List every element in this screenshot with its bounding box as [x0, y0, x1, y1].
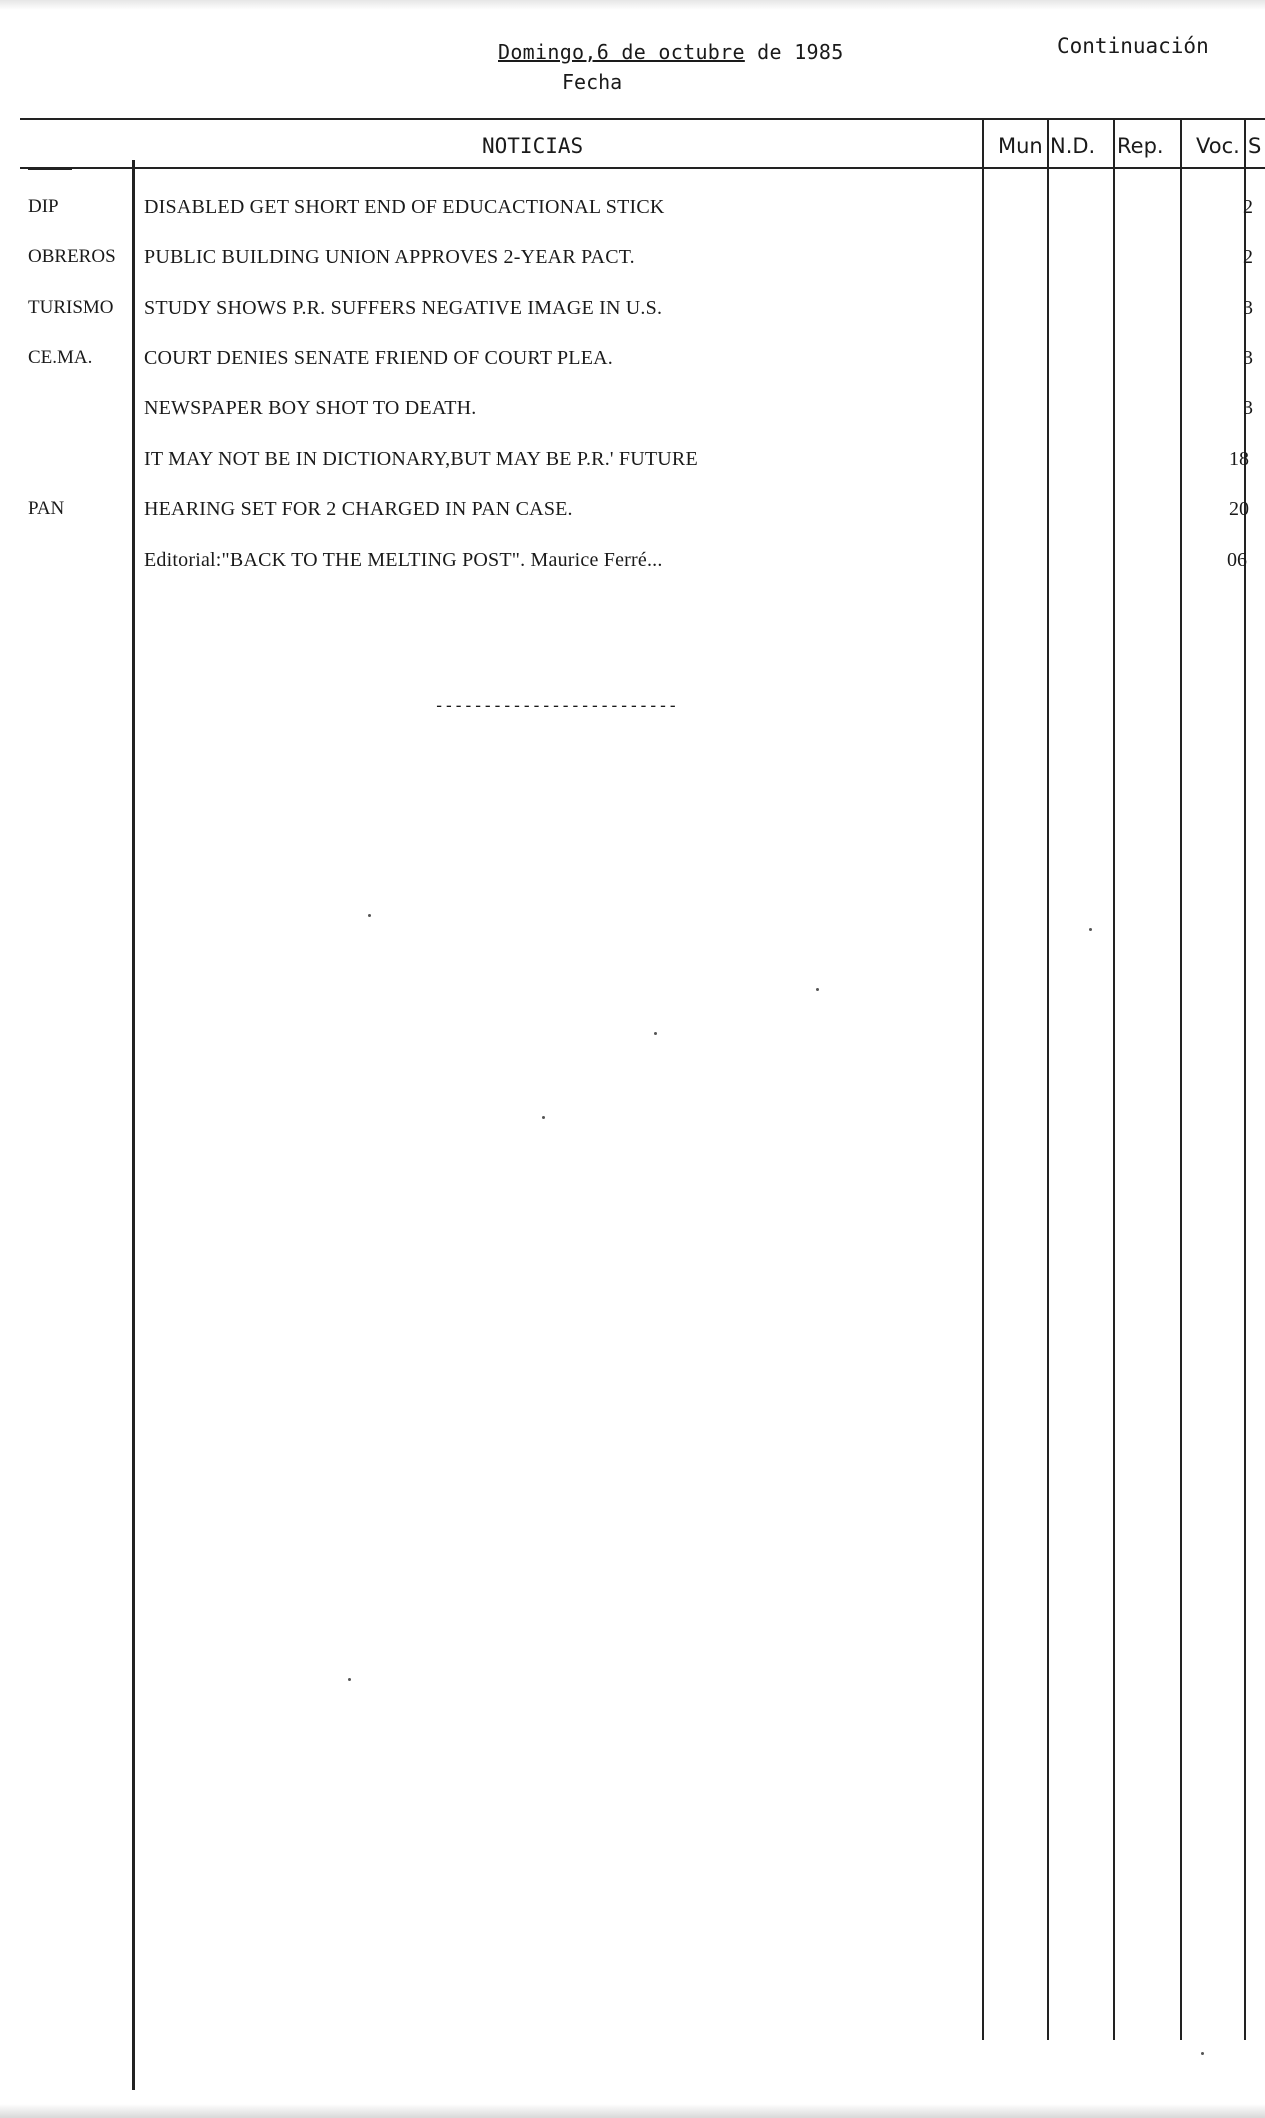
row-category: TURISMO [28, 297, 114, 318]
rep-column-header: Rep. [1117, 134, 1164, 158]
scan-speck [1201, 2052, 1204, 2055]
row-headline: Editorial:"BACK TO THE MELTING POST". Maurice Ferré... [144, 549, 663, 571]
header-top-rule [20, 118, 1265, 120]
s-column-header: S [1248, 134, 1262, 158]
row-page-number: 06 [1227, 549, 1247, 571]
row-category: OBREROS [28, 246, 116, 267]
row-page-number: 2 [1243, 196, 1253, 218]
category-tick [28, 168, 72, 170]
row-page-number: 18 [1229, 448, 1249, 470]
continuacion-label: Continuación [1057, 34, 1209, 58]
voc-column-line [1180, 120, 1182, 2040]
row-headline: HEARING SET FOR 2 CHARGED IN PAN CASE. [144, 498, 573, 520]
row-headline: STUDY SHOWS P.R. SUFFERS NEGATIVE IMAGE IN U.S. [144, 297, 663, 319]
nd-column-line [1047, 120, 1049, 2040]
page-bottom-edge [0, 2104, 1265, 2118]
row-headline: COURT DENIES SENATE FRIEND OF COURT PLEA. [144, 347, 613, 369]
scan-speck [368, 914, 371, 917]
mun-column-line [982, 120, 984, 2040]
scan-speck [654, 1032, 657, 1035]
fecha-label: Fecha [562, 70, 623, 94]
document-date [498, 40, 844, 64]
scan-speck [542, 1116, 545, 1119]
mun-column-header: Mun [998, 134, 1043, 158]
row-headline: PUBLIC BUILDING UNION APPROVES 2-YEAR PACT. [144, 246, 635, 268]
row-page-number: 3 [1243, 347, 1253, 369]
row-category: PAN [28, 498, 65, 519]
row-category: CE.MA. [28, 347, 93, 368]
row-page-number: 20 [1229, 498, 1249, 520]
row-headline: DISABLED GET SHORT END OF EDUCACTIONAL STICK [144, 196, 665, 218]
scan-speck [816, 988, 819, 991]
row-headline: NEWSPAPER BOY SHOT TO DEATH. [144, 397, 477, 419]
date-underlined: Domingo,6 de octubre [498, 40, 745, 64]
noticias-column-header: NOTICIAS [482, 134, 584, 158]
page-top-edge [0, 0, 1265, 10]
nd-column-header: N.D. [1050, 134, 1096, 158]
end-of-list-marker: ------------------------- [434, 696, 678, 716]
voc-column-header: Voc. [1196, 134, 1240, 158]
row-headline: IT MAY NOT BE IN DICTIONARY,BUT MAY BE P.R.' FUTURE [144, 448, 698, 470]
header-bottom-rule [20, 167, 1265, 169]
rep-column-line [1113, 120, 1115, 2040]
row-category: DIP [28, 196, 59, 217]
date-year: de 1985 [744, 40, 844, 64]
scan-speck [1089, 928, 1092, 931]
row-page-number: 2 [1243, 246, 1253, 268]
scan-speck [348, 1678, 351, 1681]
row-page-number: 3 [1243, 297, 1253, 319]
row-page-number: 3 [1243, 397, 1253, 419]
category-divider-line [132, 160, 135, 2090]
